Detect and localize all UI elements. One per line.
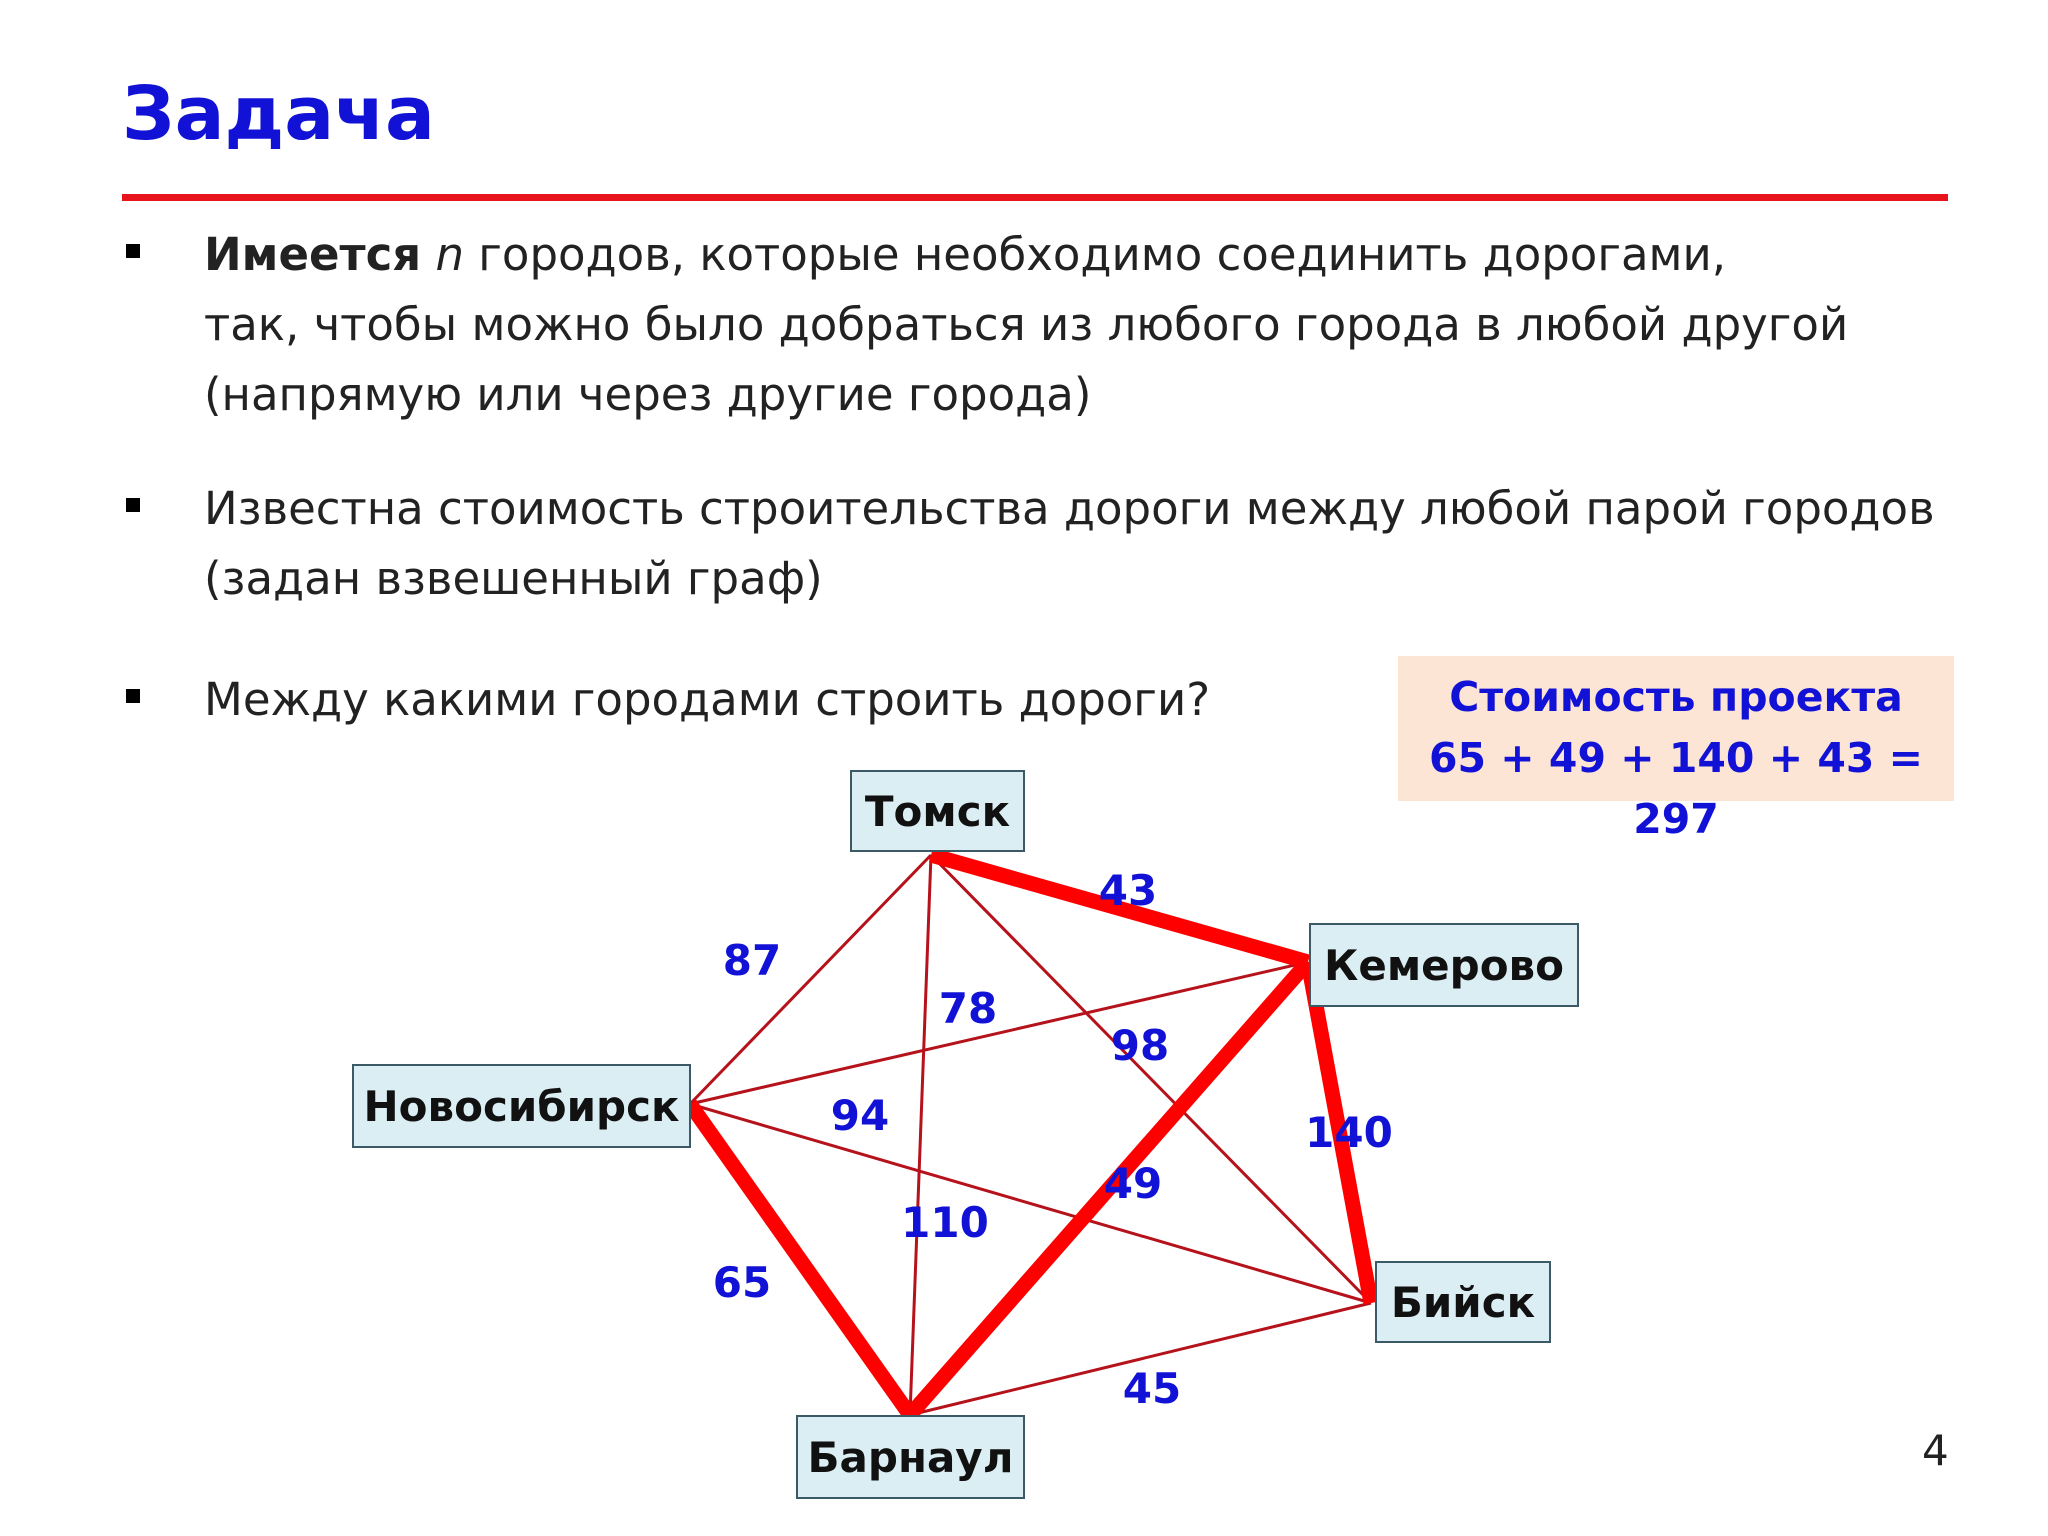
cost-box-title: Стоимость проекта — [1449, 673, 1903, 721]
edge-weight-label: 110 — [901, 1198, 989, 1247]
bullet-line: так, чтобы можно было добраться из любого города в любой другой — [204, 298, 1849, 351]
city-label: Кемерово — [1324, 941, 1564, 990]
city-label: Бийск — [1390, 1278, 1536, 1327]
city-node-tomsk — [851, 771, 1024, 851]
edge-weight-label: 98 — [1110, 1021, 1170, 1070]
bold-lead: Имеется — [204, 228, 422, 281]
page-number: 4 — [1922, 1426, 1949, 1475]
cost-box-formula: 65 + 49 + 140 + 43 = 297 — [1428, 734, 1924, 843]
bullet-line: Известна стоимость строительства дороги между любой парой городов — [204, 482, 1935, 535]
edge-weight-label: 94 — [830, 1091, 890, 1140]
edge-tomsk-barnaul — [910, 855, 931, 1415]
edge-weight-label: 49 — [1103, 1159, 1163, 1208]
city-node-biysk — [1376, 1262, 1550, 1342]
city-node-barnaul — [797, 1416, 1024, 1498]
italic-variable: n — [435, 228, 464, 281]
edge-weight-label: 87 — [722, 936, 782, 985]
city-node-novosibirsk — [353, 1065, 690, 1147]
edge-weight-label: 65 — [712, 1258, 772, 1307]
city-label: Барнаул — [807, 1433, 1014, 1482]
edge-weight-label: 45 — [1122, 1364, 1182, 1413]
edge-weight-label: 78 — [938, 984, 998, 1033]
city-label: Новосибирск — [363, 1082, 680, 1131]
bullet-line: (напрямую или через другие города) — [204, 368, 1092, 421]
city-node-kemerovo — [1310, 924, 1578, 1006]
edge-weight-label: 140 — [1305, 1108, 1393, 1157]
bullet-line: (задан взвешенный граф) — [204, 552, 823, 605]
city-label: Томск — [864, 787, 1011, 836]
edge-novosibirsk-kemerovo — [690, 962, 1308, 1104]
bullet-line: Между какими городами строить дороги? — [204, 673, 1211, 726]
bullet-line-rest: городов, которые необходимо соединить дорогами, — [463, 228, 1727, 281]
edge-weight-label: 43 — [1098, 866, 1158, 915]
slide-title: Задача — [122, 71, 435, 157]
